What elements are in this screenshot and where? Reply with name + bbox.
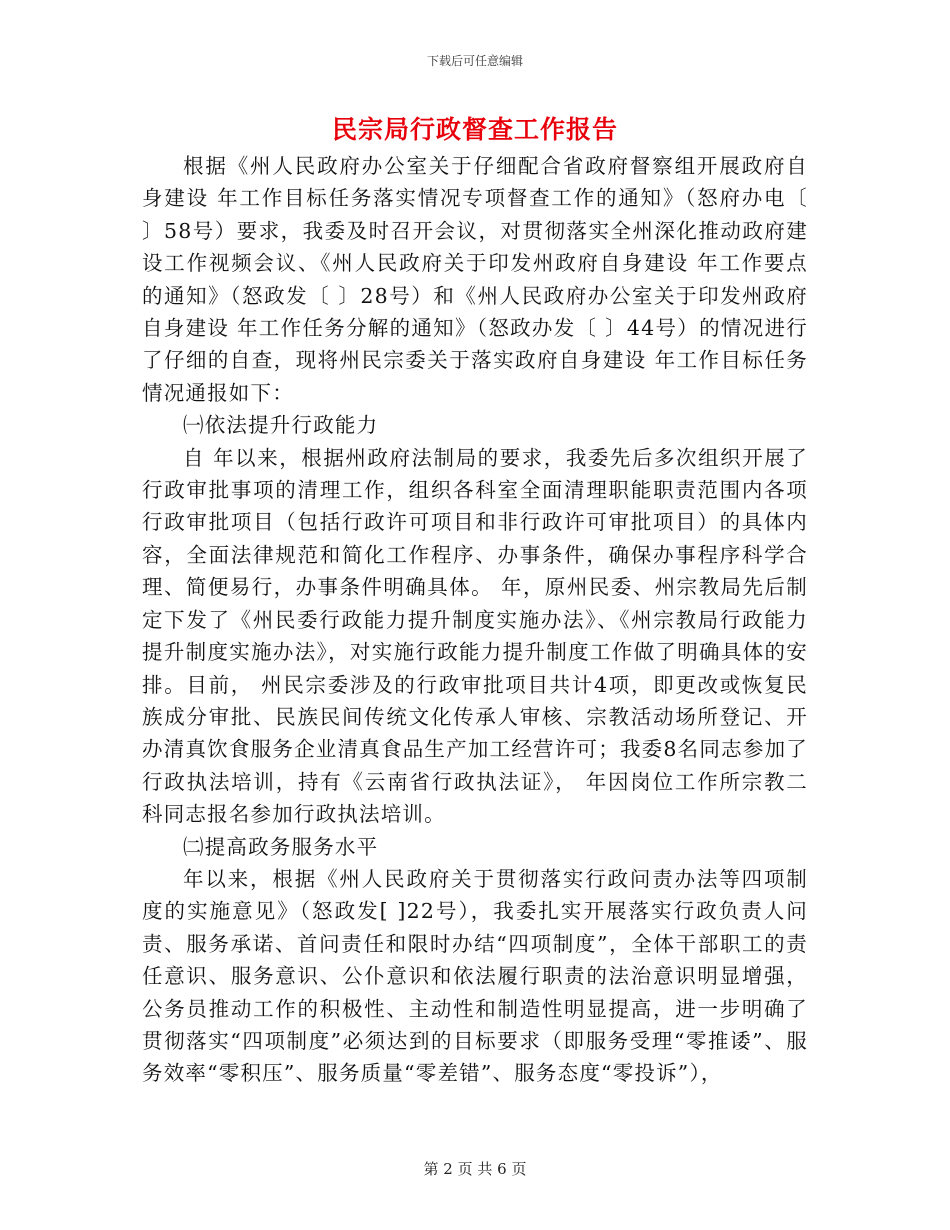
section-2-paragraph: 年以来，根据《州人民政府关于贯彻落实行政问责办法等四项制度的实施意见》（怒政发[ ]22号），我委扎实开展落实行政负责人问责、服务承诺、首问责任和限时办结“四项制度”，全体干部职工的责任意识、服务意识、公仆意识和依法履行职责的法治意识明显增强，公务员推动工作的积极性、主动性和制造性明显提高，进一步明确了贯彻落实“四项制度”必须达到的目标要求（即服务受理“零推诿”、服务效率“零积压”、服务质量“零差错”、服务态度“零投诉”）， — [142, 866, 808, 1086]
section-1-paragraph: 自 年以来，根据州政府法制局的要求，我委先后多次组织开展了行政审批事项的清理工作，组织各科室全面清理职能职责范围内各项行政审批项目（包括行政许可项目和非行政许可审批项目）的具体内容，全面法律规范和简化工作程序、办事条件，确保办事程序科学合理、简便易行，办事条件明确具体。 年，原州民委、州宗教局先后制定下发了《州民委行政能力提升制度实施办法》、《州宗教局行政能力提升制度实施办法》，对实施行政能力提升制度工作做了明确具体的安排。目前， 州民宗委涉及的行政审批项目共计4项，即更改或恢复民族成分审批、民族民间传统文化传承人审核、宗教活动场所登记、开办清真饮食服务企业清真食品生产加工经营许可；我委8名同志参加了行政执法培训，持有《云南省行政执法证》， 年因岗位工作所宗教二科同志报名参加行政执法培训。 — [142, 445, 808, 827]
section-heading-2: ㈡提高政务服务水平 — [183, 834, 379, 859]
intro-paragraph: 根据《州人民政府办公室关于仔细配合省政府督察组开展政府自身建设 年工作目标任务落实情况专项督查工作的通知》（怒府办电〔 〕58号）要求，我委及时召开会议，对贯彻落实全州深化推动政府建设工作视频会议、《州人民政府关于印发州政府自身建设 年工作要点的通知》（怒政发〔 〕28号）和《州人民政府办公室关于印发州政府自身建设 年工作任务分解的通知》（怒政办发〔 〕44号）的情况进行了仔细的自查，现将州民宗委关于落实政府自身建设 年工作目标任务情况通报如下： — [142, 154, 808, 405]
document-body — [142, 150, 808, 1090]
document-title: 民宗局行政督查工作报告 — [331, 115, 618, 144]
page-number-footer: 第 2 页 共 6 页 — [423, 1160, 527, 1178]
section-heading-1: ㈠依法提升行政能力 — [183, 413, 379, 438]
page-header-note: 下载后可任意编辑 — [426, 54, 523, 68]
